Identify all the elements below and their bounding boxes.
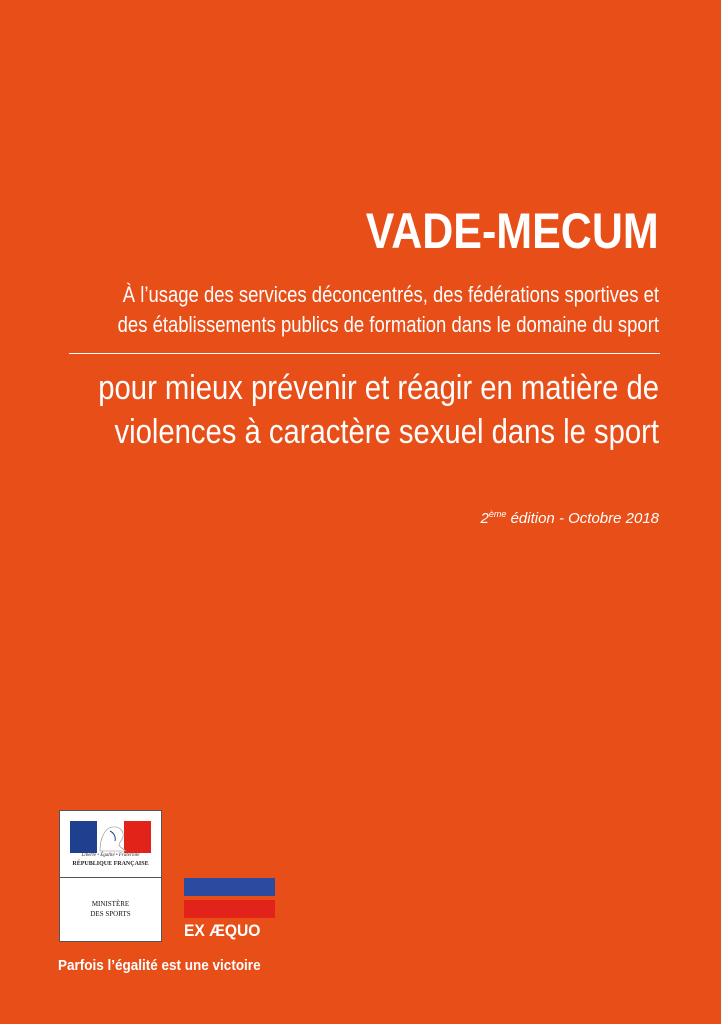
subtitle-line: À l’usage des services déconcentrés, des fédérations sportives et	[122, 282, 659, 307]
tagline-line: pour mieux prévenir et réagir en matière de	[98, 369, 659, 407]
marianne-flag-icon	[70, 821, 151, 853]
tagline	[0, 366, 659, 454]
ministry-logo	[59, 810, 162, 942]
page-title: VADE-MECUM	[365, 203, 659, 259]
marianne-logo	[60, 811, 161, 875]
rf-republic: RÉPUBLIQUE FRANÇAISE	[72, 861, 149, 867]
exaequo-red-bar	[184, 900, 275, 918]
subtitle	[71, 280, 659, 340]
ministry-line: MINISTÈRE	[91, 900, 130, 908]
exaequo-blue-bar	[184, 878, 275, 896]
tagline-line: violences à caractère sexuel dans le sport	[114, 413, 659, 451]
edition-superscript: ème	[488, 509, 507, 519]
edition-text: édition - Octobre 2018	[506, 510, 659, 527]
edition-number: 2	[480, 510, 489, 527]
exaequo-logo	[184, 878, 275, 941]
divider	[69, 353, 660, 354]
slogan: Parfois l’égalité est une victoire	[58, 957, 261, 974]
logo-separator	[60, 877, 161, 878]
ministry-name	[60, 899, 161, 919]
edition-info	[481, 509, 659, 527]
exaequo-text: EX ÆQUO	[184, 921, 261, 940]
rf-motto: Liberté • Égalité • Fraternité	[81, 853, 140, 858]
subtitle-line: des établissements publics de formation dans le domaine du sport	[117, 312, 660, 337]
ministry-line: DES SPORTS	[90, 910, 131, 918]
